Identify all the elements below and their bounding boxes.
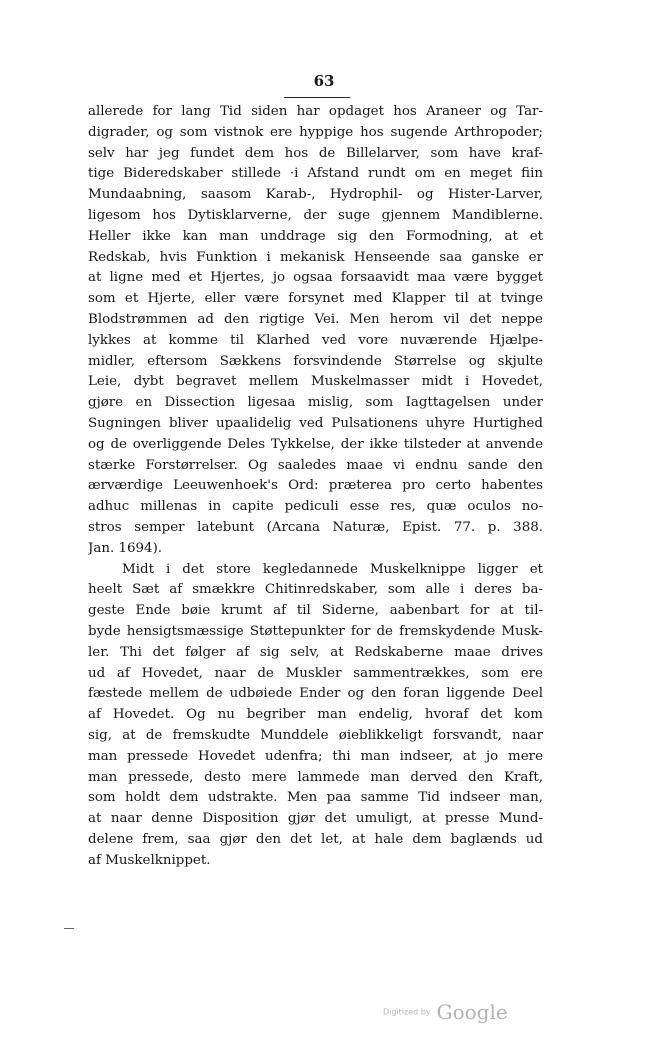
- text-line: byde hensigtsmæssige Støttepunkter for de fremskydende Musk-: [88, 623, 543, 639]
- text-line: af Hovedet. Og nu begriber man endelig, hvoraf det kom: [88, 707, 543, 723]
- google-logo: Google: [436, 1000, 508, 1024]
- text-line: gjøre en Dissection ligesaa mislig, som Iagttagelsen under: [88, 395, 543, 411]
- text-line: af Muskelknippet.: [88, 852, 211, 868]
- text-line: tige Bideredskaber stillede ·i Afstand rundt om en meget fiin: [88, 166, 543, 182]
- text-line: Jan. 1694).: [88, 540, 163, 556]
- text-line: ler. Thi det følger af sig selv, at Redskaberne maae drives: [88, 644, 543, 660]
- text-line: at ligne med et Hjertes, jo ogsaa forsaavidt maa være bygget: [88, 270, 543, 286]
- text-line: og de overliggende Deles Tykkelse, der ikke tilsteder at anvende: [88, 436, 543, 452]
- text-line: lykkes at komme til Klarhed ved vore nuværende Hjælpe-: [88, 332, 543, 348]
- text-line: Blodstrømmen ad den rigtige Vei. Men herom vil det neppe: [88, 311, 543, 327]
- text-line: sig, at de fremskudte Munddele øieblikkeligt forsvandt, naar: [88, 727, 543, 743]
- digitized-watermark: [383, 1000, 508, 1024]
- text-line: ærværdige Leeuwenhoek's Ord: præterea pro certo habentes: [88, 478, 543, 494]
- text-line: fæstede mellem de udbøiede Ender og den foran liggende Deel: [88, 686, 543, 702]
- text-line: man pressede, desto mere lammede man derved den Kraft,: [88, 769, 543, 785]
- text-line: Sugningen bliver upaalidelig ved Pulsationens uhyre Hurtighed: [88, 415, 543, 431]
- text-line: delene frem, saa gjør den det let, at hale dem baglænds ud: [88, 831, 543, 847]
- text-line: Heller ikke kan man unddrage sig den Formodning, at et: [88, 228, 543, 244]
- text-line: Midt i det store kegledannede Muskelknippe ligger et: [122, 561, 543, 577]
- text-line: selv har jeg fundet dem hos de Billelarver, som have kraf-: [88, 145, 543, 161]
- text-line: heelt Sæt af smækkre Chitinredskaber, som alle i deres ba-: [88, 582, 543, 598]
- text-line: Leie, dybt begravet mellem Muskelmasser midt i Hovedet,: [88, 374, 543, 390]
- text-line: Redskab, hvis Funktion i mekanisk Henseende saa ganske er: [88, 249, 543, 265]
- text-line: digrader, og som vistnok ere hyppige hos sugende Arthropoder;: [88, 124, 543, 140]
- text-line: stros semper latebunt (Arcana Naturæ, Epist. 77. p. 388.: [88, 519, 543, 535]
- text-line: man pressede Hovedet udenfra; thi man indseer, at jo mere: [88, 748, 543, 764]
- text-line: ligesom hos Dytisklarverne, der suge gjennem Mandiblerne.: [88, 207, 543, 223]
- text-line: adhuc millenas in capite pediculi esse res, quæ oculos no-: [88, 499, 543, 515]
- page-number: 63: [313, 72, 335, 90]
- watermark-prefix: Digitized by: [383, 1007, 431, 1017]
- text-line: midler, eftersom Sækkens forsvindende Størrelse og skjulte: [88, 353, 543, 369]
- text-line: Mundaabning, saasom Karab-, Hydrophil- og Hister-Larver,: [88, 187, 543, 203]
- text-line: ud af Hovedet, naar de Muskler sammentrækkes, som ere: [88, 665, 543, 681]
- text-line: geste Ende bøie krumt af til Siderne, aabenbart for at til-: [88, 603, 543, 619]
- text-line: allerede for lang Tid siden har opdaget hos Araneer og Tar-: [88, 104, 543, 119]
- text-line: som et Hjerte, eller være forsynet med Klapper til at tvinge: [88, 291, 543, 307]
- text-line: stærke Forstørrelser. Og saaledes maae vi endnu sande den: [88, 457, 543, 473]
- text-line: som holdt dem udstrakte. Men paa samme Tid indseer man,: [88, 790, 543, 806]
- header-rule: [284, 97, 350, 98]
- margin-mark: [64, 928, 74, 929]
- body-text: [88, 102, 543, 871]
- text-line: at naar denne Disposition gjør det umuligt, at presse Mund-: [88, 811, 543, 827]
